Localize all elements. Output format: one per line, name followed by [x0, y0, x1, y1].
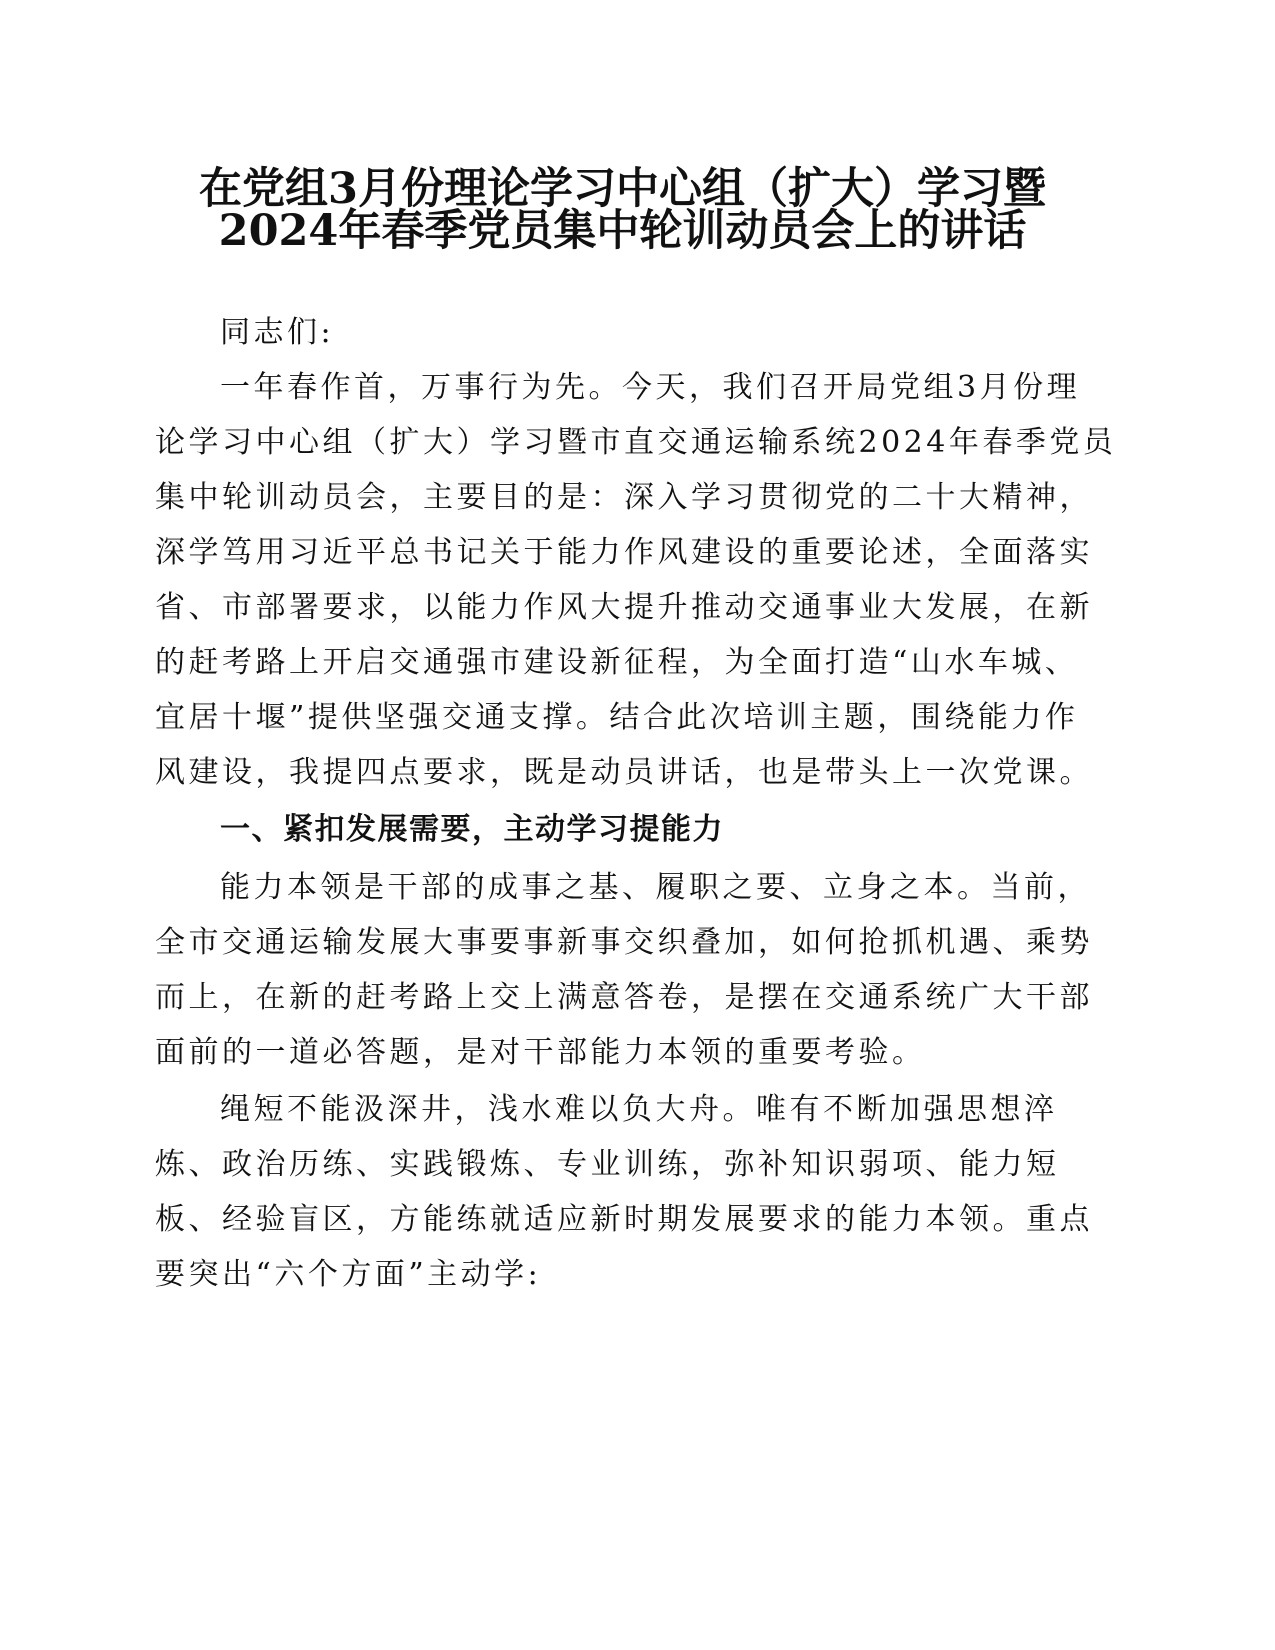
document-title-line-2: 2024年春季党员集中轮训动员会上的讲话	[218, 206, 1027, 256]
paragraph-2-line-1: 能力本领是干部的成事之基、履职之要、立身之本。当前，	[220, 870, 1091, 905]
paragraph-1-line-3: 集中轮训动员会，主要目的是：深入学习贯彻党的二十大精神，	[155, 480, 1093, 515]
paragraph-3-line-2: 炼、政治历练、实践锻炼、专业训练，弥补知识弱项、能力短	[155, 1147, 1060, 1182]
paragraph-3-line-3: 板、经验盲区，方能练就适应新时期发展要求的能力本领。重点	[155, 1202, 1093, 1237]
paragraph-1-line-6: 的赶考路上开启交通强市建设新征程，为全面打造“山水车城、	[155, 645, 1079, 680]
paragraph-1-line-1: 一年春作首，万事行为先。今天，我们召开局党组3月份理	[220, 370, 1081, 405]
paragraph-3-line-4: 要突出“六个方面”主动学:	[155, 1257, 542, 1292]
paragraph-1-line-5: 省、市部署要求，以能力作风大提升推动交通事业大发展，在新	[155, 590, 1093, 625]
paragraph-3-line-1: 绳短不能汲深井，浅水难以负大舟。唯有不断加强思想淬	[220, 1092, 1058, 1127]
document-title-line-1: 在党组3月份理论学习中心组（扩大）学习暨	[199, 164, 1046, 214]
section-heading-1: 一、紧扣发展需要，主动学习提能力	[220, 812, 724, 847]
paragraph-2-line-3: 而上，在新的赶考路上交上满意答卷，是摆在交通系统广大干部	[155, 980, 1093, 1015]
paragraph-2-line-2: 全市交通运输发展大事要事新事交织叠加，如何抢抓机遇、乘势	[155, 925, 1093, 960]
paragraph-1-line-4: 深学笃用习近平总书记关于能力作风建设的重要论述，全面落实	[155, 535, 1093, 570]
paragraph-2-line-4: 面前的一道必答题，是对干部能力本领的重要考验。	[155, 1035, 926, 1070]
paragraph-1-line-7: 宜居十堰”提供坚强交通支撑。结合此次培训主题，围绕能力作	[155, 700, 1079, 735]
paragraph-1-line-2: 论学习中心组（扩大）学习暨市直交通运输系统2024年春季党员	[155, 425, 1117, 460]
salutation: 同志们:	[220, 315, 335, 350]
paragraph-1-line-8: 风建设，我提四点要求，既是动员讲话，也是带头上一次党课。	[155, 755, 1093, 790]
